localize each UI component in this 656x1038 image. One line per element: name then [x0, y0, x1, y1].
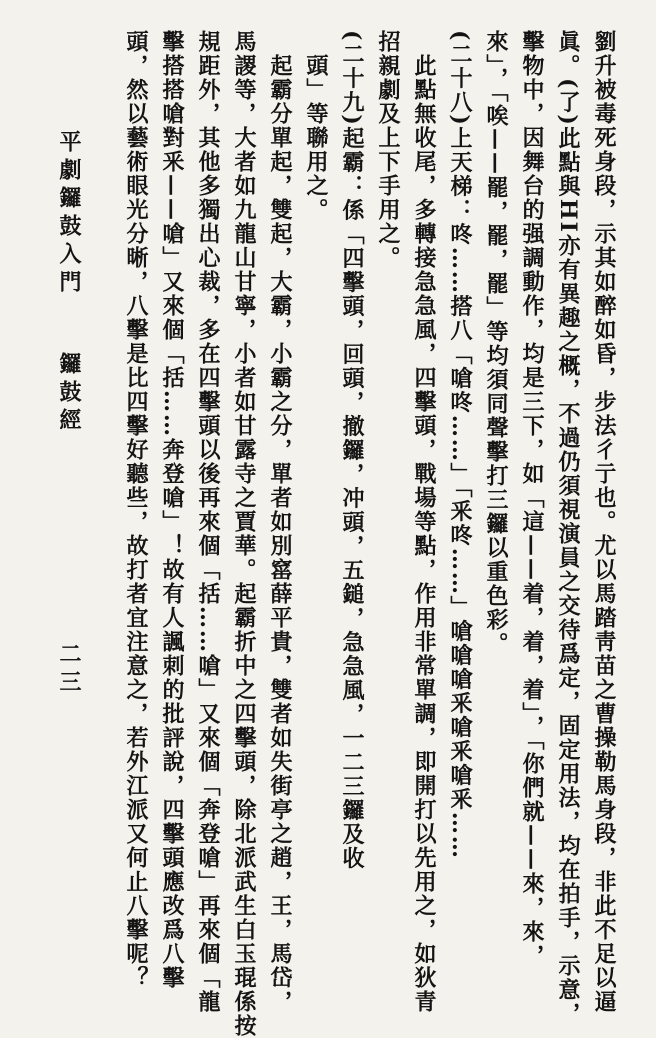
text-column-4: 來」，「唉——罷，罷，罷」等均須同聲擊打三鑼以重色彩。 [483, 30, 509, 656]
text-column-13: 擊搭搭嗆對釆——嗆」又來個「括……奔登嗆」！故有人諷刺的批評說，四擊頭應改爲八擊 [159, 30, 185, 990]
text-column-12: 規距外，其他多獨出心裁，多在四擊頭以後再來個「括……嗆」又來個「奔登嗆」再來個「龍 [195, 30, 221, 1014]
text-column-9: 頭」等聯用之。 [303, 54, 329, 222]
text-column-10: 起霸分單起，雙起，大霸，小霸之分，單者如別窰薛平貴，雙者如失街亭之趙，王，馬岱， [267, 54, 293, 1014]
text-column-7: 招親劇及上下手用之。 [375, 30, 401, 270]
running-head-title: 平劇鑼鼓入門 [56, 130, 82, 298]
text-column-1: 劉升被毒死身段，示其如醉如昏，步法彳亍也。尤以馬踏靑苗之曹操勒馬身段，非此不足以逼 [591, 30, 617, 1014]
text-column-11: 馬謖等，大者如九龍山甘寧，小者如甘露寺之賈華。起霸折中之四擊頭，除北派武生白玉琨係按 [231, 30, 257, 1038]
text-column-8: (二十九)起霸：係「四擊頭，回頭，撤鑼，冲頭，五鎚，急急風，一二三鑼及收 [339, 30, 365, 871]
page-number: 二三 [56, 642, 82, 698]
text-column-14: 頭，然以藝術眼光分晰，八擊是比四擊好聽些，故打者宜注意之，若外江派又何止八擊呢？ [123, 30, 149, 990]
running-head-section: 鑼鼓經 [56, 352, 82, 436]
text-column-6: 此點無收尾，多轉接急急風，四擊頭，戰場等點，作用非常單調，即開打以先用之，如狄青 [411, 54, 437, 1014]
text-column-5: (二十八)上天梯：咚……搭八「嗆咚……」「釆咚……」嗆嗆嗆釆嗆釆嗆釆…… [447, 30, 473, 860]
text-column-2: 眞。(了)此點與HI亦有異趣之概，不過仍須視演員之交待爲定，固定用法，均在拍手，示意， [555, 30, 581, 1026]
text-column-3: 擊物中，因舞台的强調動作，均是三下，如「這——着，着，着」，「你們就——來，來， [519, 30, 545, 968]
